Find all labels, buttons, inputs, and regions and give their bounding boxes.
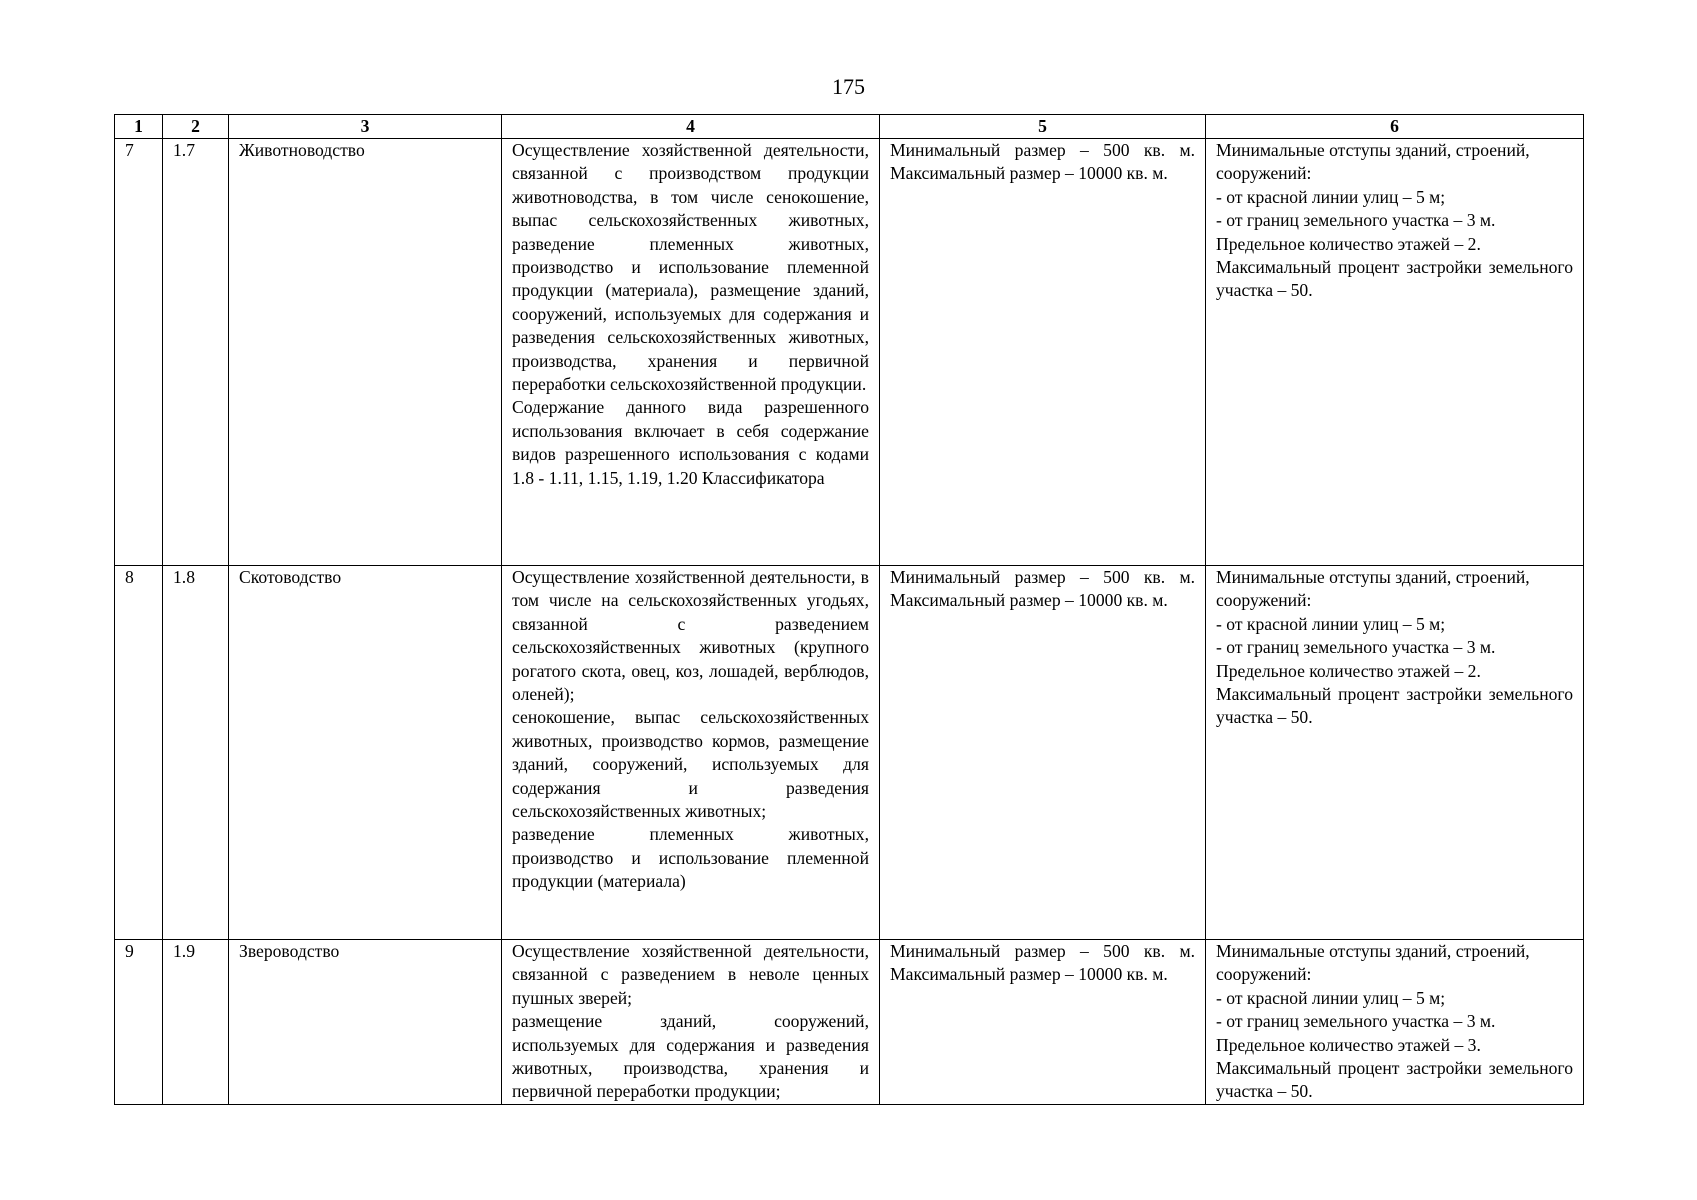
building-parameters	[1206, 566, 1584, 940]
use-description	[502, 566, 880, 940]
header-col-6: 6	[1206, 115, 1584, 139]
parameter-line: Минимальные отступы зданий, строений, сооружений:	[1216, 140, 1530, 184]
table-header-row	[115, 115, 1584, 139]
parameter-line: Предельное количество этажей – 2.	[1216, 233, 1481, 254]
description-paragraph: размещение зданий, сооружений, используемых для содержания и разведения животных, производства, хранения и первичной переработки продукции;	[512, 1011, 869, 1102]
use-code: 1.8	[163, 566, 229, 940]
use-code: 1.9	[163, 940, 229, 1105]
use-name: Животноводство	[229, 139, 502, 566]
parameter-line: Максимальный процент застройки земельного участка – 50.	[1216, 1058, 1573, 1102]
header-col-2: 2	[163, 115, 229, 139]
table-row	[115, 566, 1584, 940]
parameter-line: Максимальный процент застройки земельного участка – 50.	[1216, 684, 1573, 728]
header-col-4: 4	[502, 115, 880, 139]
parameter-line: Предельное количество этажей – 3.	[1216, 1034, 1481, 1055]
building-parameters	[1206, 139, 1584, 566]
description-paragraph: Осуществление хозяйственной деятельности, в том числе на сельскохозяйственных угодьях, связанной с разведением сельскохозяйственных животных (крупного рогатого скота, овец, коз, лошадей, верблюдов, оленей);	[512, 567, 869, 705]
use-name: Звероводство	[229, 940, 502, 1105]
description-paragraph: Осуществление хозяйственной деятельности, связанной с разведением в неволе ценных пушных зверей;	[512, 941, 869, 1008]
parameter-line: Минимальные отступы зданий, строений, сооружений:	[1216, 941, 1530, 985]
parameter-line: Максимальный процент застройки земельного участка – 50.	[1216, 257, 1573, 301]
parameter-line: - от границ земельного участка – 3 м.	[1216, 637, 1496, 658]
row-number: 8	[115, 566, 163, 940]
table-row	[115, 139, 1584, 566]
description-paragraph: Осуществление хозяйственной деятельности, связанной с производством продукции животноводства, в том числе сенокошение, выпас сельскохозяйственных животных, разведение племенных животных, производство и использование племенной продукции (материала), размещение зданий, сооружений, используемых для содержания и разведения сельскохозяйственных животных, производства, хранения и первичной переработки сельскохозяйственной продукции.	[512, 140, 869, 395]
header-col-3: 3	[229, 115, 502, 139]
parameter-line: - от красной линии улиц – 5 м;	[1216, 987, 1446, 1008]
description-paragraph: Содержание данного вида разрешенного использования включает в себя содержание видов разрешенного использования с кодами 1.8 - 1.11, 1.15, 1.19, 1.20 Классификатора	[512, 397, 869, 488]
use-description	[502, 139, 880, 566]
parameter-line: - от красной линии улиц – 5 м;	[1216, 186, 1446, 207]
parameter-line: - от границ земельного участка – 3 м.	[1216, 1011, 1496, 1032]
parameter-line: - от границ земельного участка – 3 м.	[1216, 210, 1496, 231]
parameter-line: - от красной линии улиц – 5 м;	[1216, 613, 1446, 634]
table-row	[115, 940, 1584, 1105]
header-col-1: 1	[115, 115, 163, 139]
parameter-line: Предельное количество этажей – 2.	[1216, 660, 1481, 681]
plot-size: Минимальный размер – 500 кв. м. Максимальный размер – 10000 кв. м.	[880, 566, 1206, 940]
parameter-line: Минимальные отступы зданий, строений, сооружений:	[1216, 567, 1530, 611]
use-description	[502, 940, 880, 1105]
header-col-5: 5	[880, 115, 1206, 139]
use-code: 1.7	[163, 139, 229, 566]
land-use-table	[114, 114, 1584, 1105]
row-number: 9	[115, 940, 163, 1105]
plot-size: Минимальный размер – 500 кв. м. Максимальный размер – 10000 кв. м.	[880, 940, 1206, 1105]
page-number: 175	[832, 74, 865, 99]
description-paragraph: сенокошение, выпас сельскохозяйственных животных, производство кормов, размещение зданий, сооружений, используемых для содержания и разведения сельскохозяйственных животных;	[512, 707, 869, 822]
row-number: 7	[115, 139, 163, 566]
plot-size: Минимальный размер – 500 кв. м. Максимальный размер – 10000 кв. м.	[880, 139, 1206, 566]
description-paragraph: разведение племенных животных, производство и использование племенной продукции (материала)	[512, 824, 869, 892]
use-name: Скотоводство	[229, 566, 502, 940]
building-parameters	[1206, 940, 1584, 1105]
